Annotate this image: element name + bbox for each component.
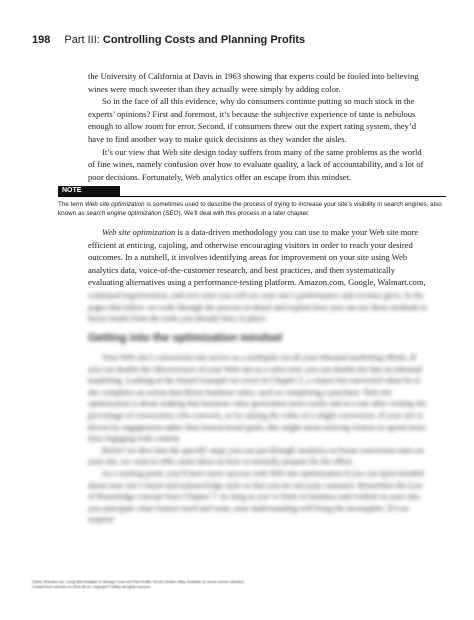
note-text-part: (	[161, 210, 166, 217]
defined-term: Web site optimization	[102, 227, 176, 237]
footer-line: Created from colorado on 2024-05-14. Copyright © Wiley. All rights reserved.	[32, 585, 152, 589]
note-abbr: SEO	[165, 210, 179, 217]
part-label: Part III:	[64, 34, 100, 46]
note-text-part: The term	[58, 201, 85, 208]
paragraph: It’s our view that Web site design today suffers from many of the same problems as the world of fine wines, namely confusion over how to evaluate quality, a lack of accountability, and a lot of poor decisions. Fortunately, Web analytics offer an escape from this mindset.	[88, 146, 424, 182]
note-text	[58, 200, 446, 218]
page-footer	[32, 580, 332, 590]
blurred-paragraph	[88, 290, 430, 325]
note-term: Web site optimization	[84, 201, 145, 208]
paragraph: the University of California at Davis in 1963 showing that experts could be fooled into believing wines were much sweeter than they actually were simply by adding color.	[88, 71, 419, 94]
chapter-title: Controlling Costs and Planning Profits	[102, 34, 306, 46]
blurred-paragraphs	[88, 352, 430, 526]
paragraph-text: is a data-driven methodology you can use to make your Web site more efficient at enticing, cajoling, and otherwise encouraging visitors in order to reach your desired outcomes. In a nutshell, it involves identifying areas for improvement on your site using Web analytics data, voice-of-the-customer research, and best practices, and then systematically evaluating alternatives using a performance-testing platform. Amazon.com, Google, Walmart.com,	[88, 227, 426, 288]
paragraph: continued improvement, and over time you will see your site’s performance and revenue grow. In the pages that follow we walk through the process in detail and explain how you can use these methods to boost results from the tools you already have in place.	[88, 291, 428, 324]
running-header	[32, 34, 452, 46]
note-label: NOTE	[58, 186, 120, 196]
note-term: search engine optimization	[86, 210, 162, 217]
body-paragraphs-mid	[88, 226, 430, 288]
note-text-part: ). We’ll deal with this process in a later chapter.	[178, 210, 310, 217]
blurred-preview-region	[0, 284, 474, 620]
footer-line: Clarke, Brandon Lee. Using Web Analytics to Manage Costs and Plan Profits. Ebook Central. Wiley. Available at: ebook central collection.	[32, 580, 245, 584]
page-number: 198	[32, 34, 51, 46]
paragraph	[88, 226, 430, 288]
paragraph: Your Web site’s conversion rate serves as a multiplier on all your inbound marketing efforts. If you can double the effectiveness of your Web site as a sales tool, you can double the hits on inbound marketing. Looking at the funnel example we cover in Chapter 5, a visitor has converted when he or she completes an action that drives business value, such as completing a purchase. Web site optimization is about making that business value generation more easily and at a rate after visiting the percentage of conversions who converts, or by raising the value of a single conversion. If your site is driven by engagement rather than transactional goals, this might mean enticing visitors to spend more time engaging with content.	[88, 353, 427, 444]
body-paragraphs-top	[88, 70, 430, 183]
note-header-rule	[58, 186, 446, 197]
paragraph: As a starting point, you’ll have more success with Web site optimization if you can open-minded about your site’s latent and acknowledge style so that you are not your customer. Remember the Law of Knowledge concept from Chapter 7: As long as you’ve been in business and worked on your site, you anticipate what visitors need and want, your understanding will bring the incomplete. It’s no surprise	[88, 468, 424, 525]
paragraph: Before we dive into the specific steps you can put through Analytics to boost conversion rates on your site, we want to offer some ideas on how to mentally prepare for the effort.	[88, 445, 424, 467]
section-heading: Getting into the optimization mindset	[88, 332, 283, 344]
note-text-part: is sometimes used to describe the process of trying to increase your site’s visibility in search engines, also known as	[58, 201, 442, 217]
paragraph: So in the face of all this evidence, why do consumers continue putting so much stock in the experts’ opinions? First and foremost, it’s because the subjective experience of taste is nebulous enough to allow room for error. Second, if consumers threw out the expert rating system, they’d have to find another way to make quick decisions as they wander the aisles.	[88, 96, 417, 144]
